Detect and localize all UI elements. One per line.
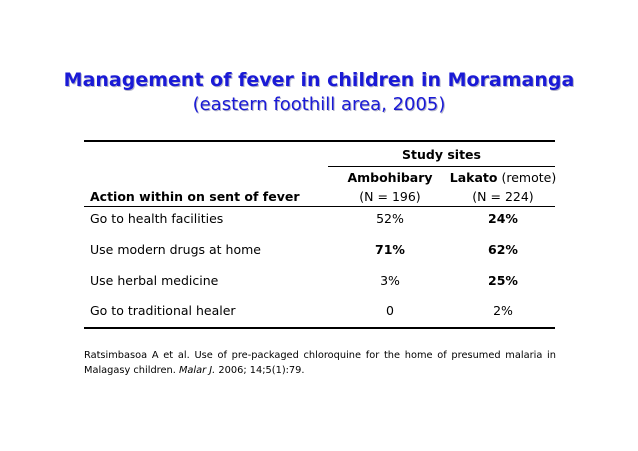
table-bottom-rule <box>84 327 555 329</box>
col-lakato-qualifier: (remote) <box>497 170 557 185</box>
col-ambohibary-name: Ambohibary <box>347 170 433 185</box>
row-ambohibary-value: 71% <box>375 242 405 257</box>
table-header-rule <box>84 206 555 207</box>
row-lakato-value: 62% <box>488 242 518 257</box>
col-ambohibary-n: (N = 196) <box>359 189 421 204</box>
study-sites-underline <box>328 166 555 167</box>
row-lakato-value: 2% <box>493 303 513 318</box>
action-header: Action within on sent of fever <box>90 189 300 204</box>
reference-authors: Ratsimbasoa A et al. Use of pre-packaged chloroquine for the home of presumed malaria in Malagasy children. <box>84 350 556 376</box>
reference-details: 2006; 14;5(1):79. <box>215 365 305 376</box>
col-lakato-n: (N = 224) <box>472 189 534 204</box>
slide-title: Management of fever in children in Moramanga <box>63 69 575 91</box>
study-sites-header: Study sites <box>402 147 481 162</box>
row-lakato-value: 25% <box>488 273 518 288</box>
reference-journal: Malar J. <box>178 365 216 376</box>
col-lakato-name: Lakato <box>449 170 498 185</box>
row-ambohibary-value: 52% <box>376 211 404 226</box>
reference-citation <box>84 348 556 378</box>
row-action: Go to health facilities <box>90 211 224 226</box>
table-top-rule <box>84 140 555 142</box>
row-ambohibary-value: 0 <box>386 303 394 318</box>
row-action: Use herbal medicine <box>90 273 219 288</box>
row-ambohibary-value: 3% <box>380 273 400 288</box>
slide-subtitle: (eastern foothill area, 2005) <box>192 94 446 115</box>
row-lakato-value: 24% <box>488 211 518 226</box>
col-lakato-header <box>448 170 558 185</box>
row-action: Use modern drugs at home <box>90 242 261 257</box>
row-action: Go to traditional healer <box>90 303 236 318</box>
